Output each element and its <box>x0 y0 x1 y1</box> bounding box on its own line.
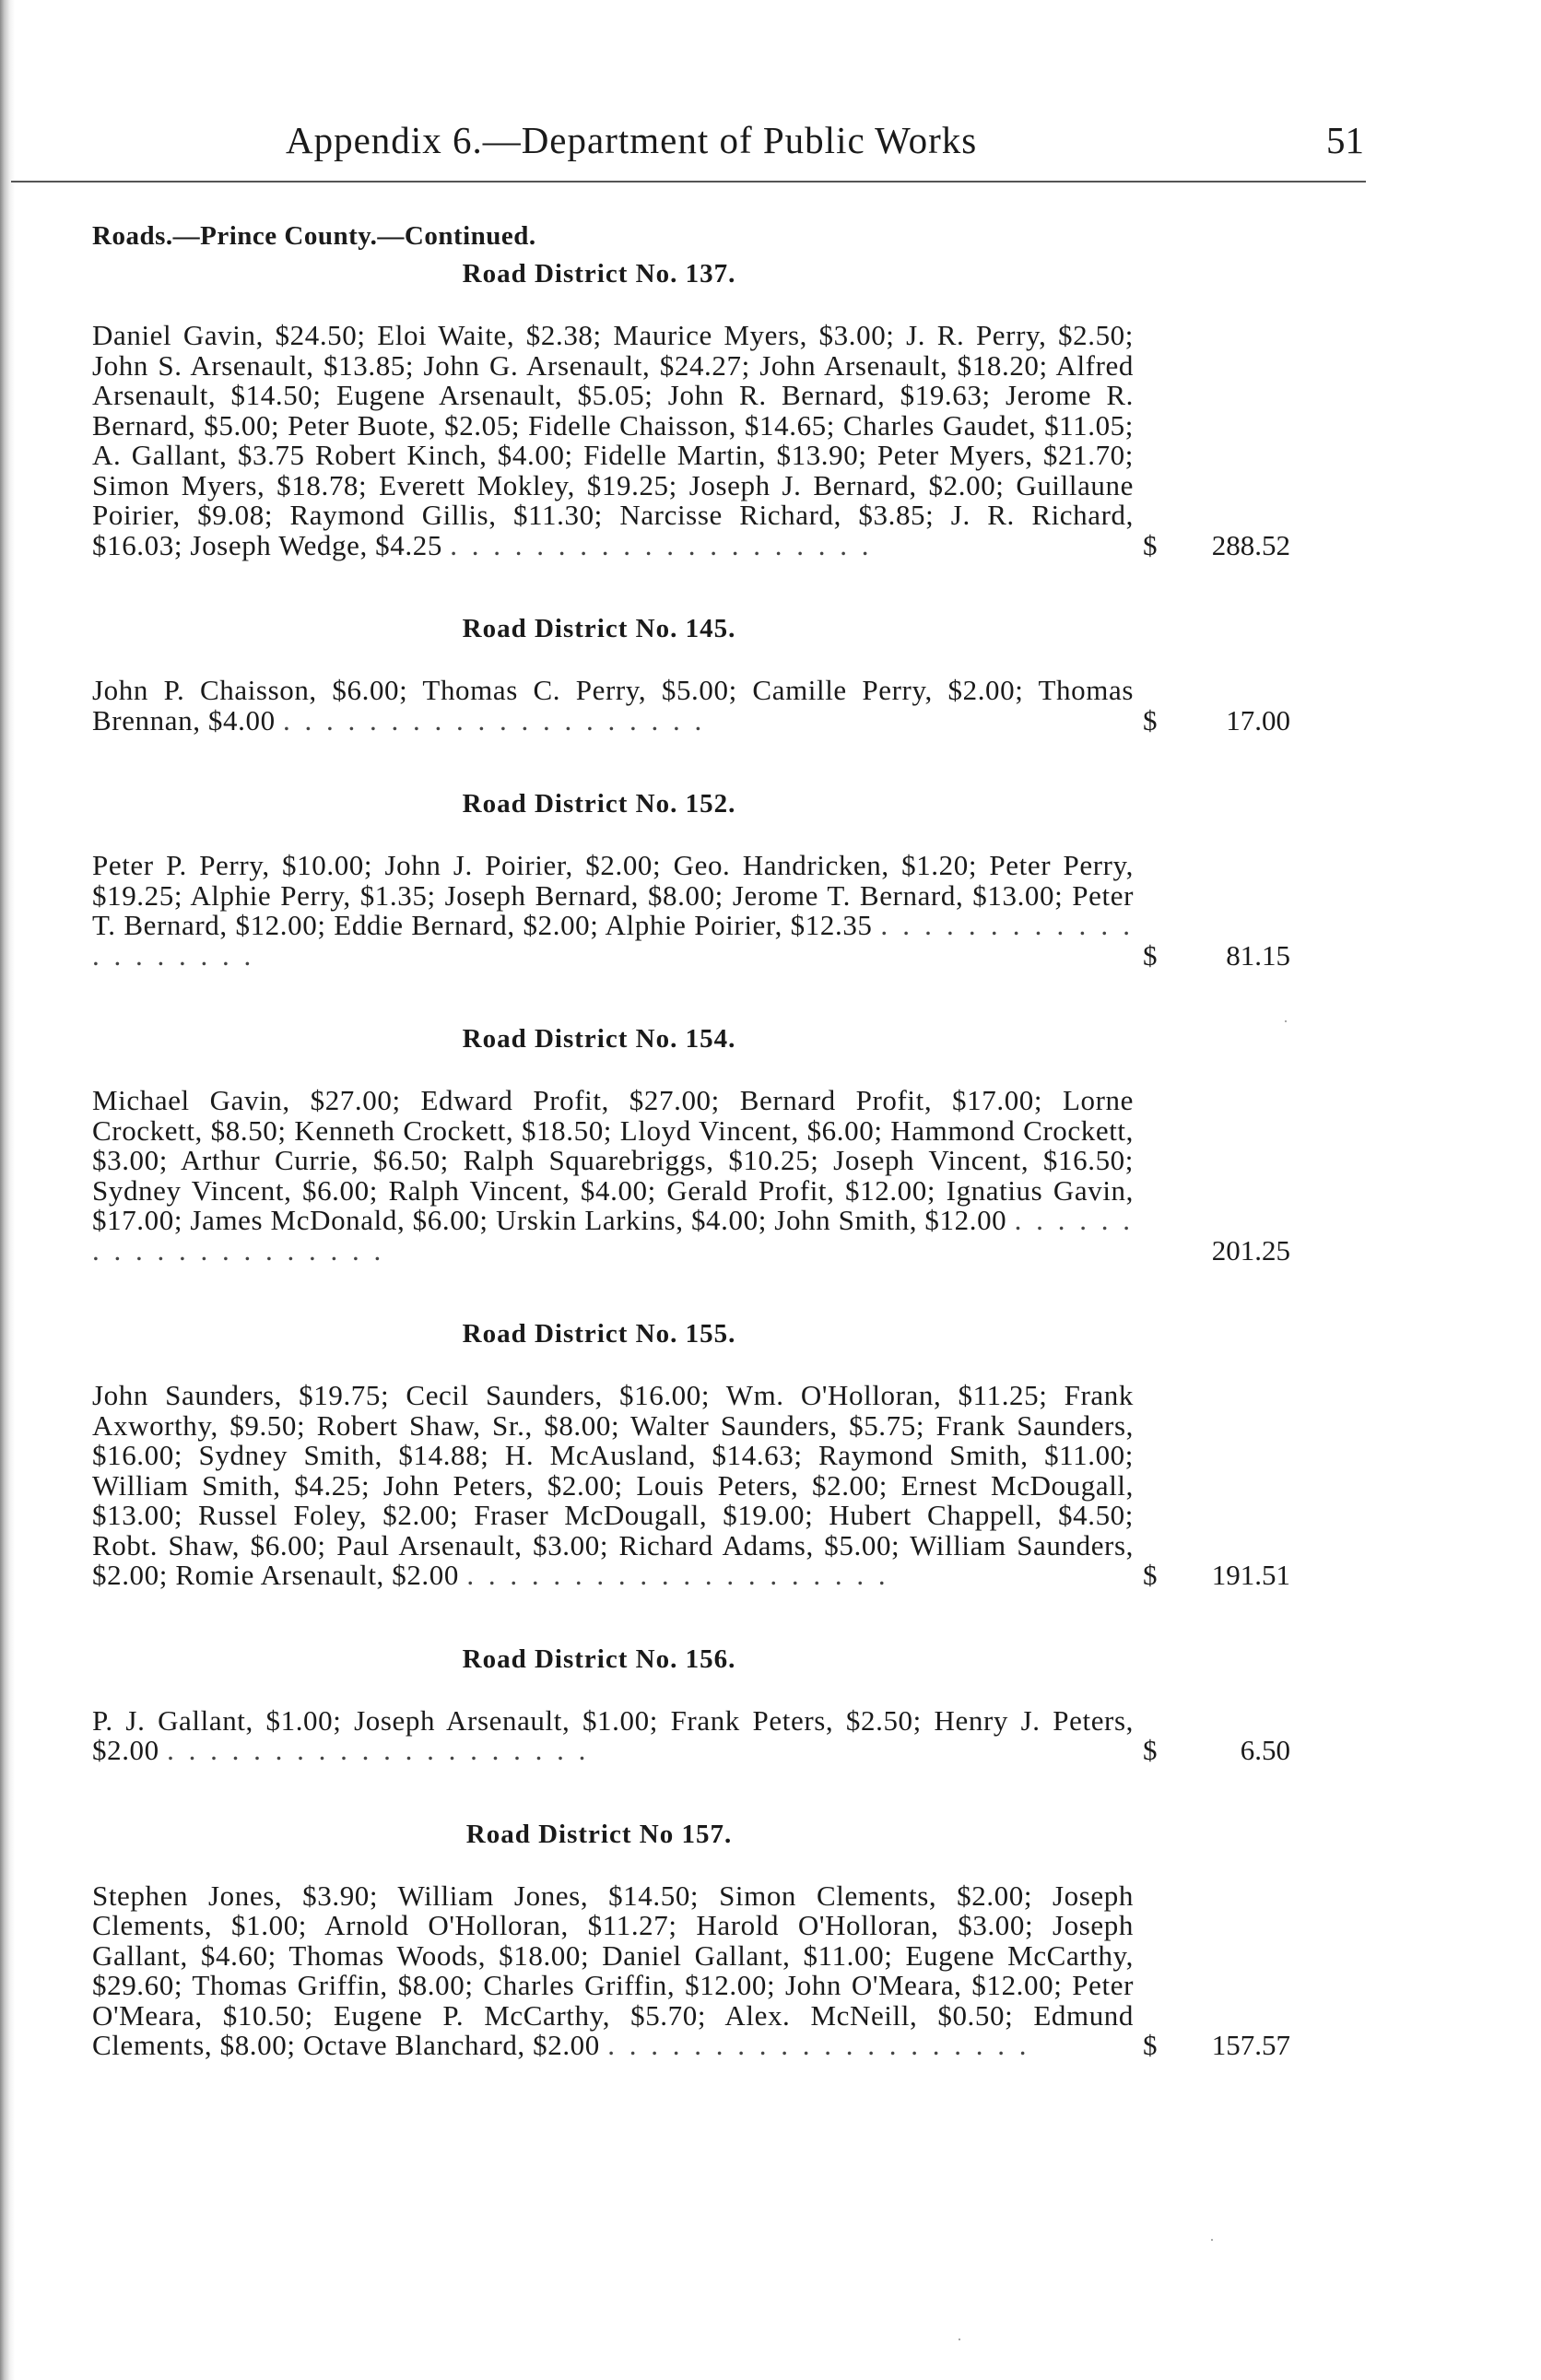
district-entry <box>92 1381 1290 1591</box>
district-payees <box>92 321 1134 560</box>
district-payees <box>92 676 1134 736</box>
dollar-sign: $ <box>1143 1559 1158 1591</box>
district-payees <box>92 851 1134 971</box>
payee-list: Peter P. Perry, $10.00; John J. Poirier, $2.00; Geo. Handricken, $1.20; Peter Perry, $19.25; Alphie Perry, $1.35; Joseph Bernard, $8.00; Jerome T. Bernard, $13.00; Peter T. Bernard, $12.00; Eddie Bernard, $2.00; Alphie Poirier, $12.35 <box>92 849 1134 941</box>
district-137 <box>92 259 1309 560</box>
district-heading: Road District No. 152. <box>462 789 736 819</box>
district-entry <box>92 676 1290 736</box>
district-heading: Road District No. 137. <box>462 259 736 289</box>
district-157 <box>92 1820 1309 2061</box>
leader-dots: . . . . . . . . . . . . . . . . . . . . <box>92 1204 1135 1267</box>
payee-list: John P. Chaisson, $6.00; Thomas C. Perry, $5.00; Camille Perry, $2.00; Thomas Brennan, $4.00 <box>92 674 1134 736</box>
dollar-sign: $ <box>1143 1734 1158 1766</box>
payee-list: John Saunders, $19.75; Cecil Saunders, $16.00; Wm. O'Holloran, $11.25; Frank Axworthy, $9.50; Robert Shaw, Sr., $8.00; Walter Saunders, $5.75; Frank Saunders, $16.00; Sydney Smith, $14.88; H. McAusland, $14.63; Raymond Smith, $11.00; William Smith, $4.25; John Peters, $2.00; Louis Peters, $2.00; Ernest McDougall, $13.00; Russel Foley, $2.00; Fraser McDougall, $19.00; Hubert Chappell, $4.50; Robt. Shaw, $6.00; Paul Arsenault, $3.00; Richard Adams, $5.00; William Saunders, $2.00; Romie Arsenault, $2.00 <box>92 1379 1134 1591</box>
leader-dots: . . . . . . . . . . . . . . . . . . . . <box>607 2029 1030 2061</box>
dollar-sign: $ <box>1143 938 1158 972</box>
district-heading: Road District No. 145. <box>462 614 736 643</box>
scan-speck: · <box>1209 2231 1215 2249</box>
leader-dots: . . . . . . . . . . . . . . . . . . . . <box>283 703 706 736</box>
district-total: 191.51 <box>1211 1559 1290 1591</box>
payee-list: Michael Gavin, $27.00; Edward Profit, $27.00; Bernard Profit, $17.00; Lorne Crockett, $8.50; Kenneth Crockett, $18.50; Lloyd Vincent, $6.00; Hammond Crockett, $3.00; Arthur Currie, $6.50; Ralph Squarebriggs, $10.25; Joseph Vincent, $16.50; Sydney Vincent, $6.00; Ralph Vincent, $4.00; Gerald Profit, $12.00; Ignatius Gavin, $17.00; James McDonald, $6.00; Urskin Larkins, $4.00; John Smith, $12.00 <box>92 1084 1134 1236</box>
scan-speck: · <box>957 2330 962 2349</box>
district-total: 17.00 <box>1226 703 1290 736</box>
district-heading: Road District No. 156. <box>462 1644 736 1674</box>
payee-list: Daniel Gavin, $24.50; Eloi Waite, $2.38; Maurice Myers, $3.00; J. R. Perry, $2.50; John S. Arsenault, $13.85; John G. Arsenault, $24.27; John Arsenault, $18.20; Alfred Arsenault, $14.50; Eugene Arsenault, $5.05; John R. Bernard, $19.63; Jerome R. Bernard, $5.00; Peter Buote, $2.05; Fidelle Chaisson, $14.65; Charles Gaudet, $11.05; A. Gallant, $3.75 Robert Kinch, $4.00; Fidelle Martin, $13.90; Peter Myers, $21.70; Simon Myers, $18.78; Everett Mokley, $19.25; Joseph J. Bernard, $2.00; Guillaune Poirier, $9.08; Raymond Gillis, $11.30; Narcisse Richard, $3.85; J. R. Richard, $16.03; Joseph Wedge, $4.25 <box>92 319 1134 561</box>
page-content <box>92 221 1309 2115</box>
leader-dots: . . . . . . . . . . . . . . . . . . . . <box>92 909 1135 972</box>
district-total: 201.25 <box>1211 1233 1290 1267</box>
district-heading: Road District No. 155. <box>462 1319 736 1349</box>
district-heading: Road District No. 154. <box>462 1024 736 1054</box>
district-entry <box>92 851 1290 971</box>
district-145 <box>92 614 1309 736</box>
scan-edge <box>0 0 15 2380</box>
dollar-sign: $ <box>1143 703 1158 736</box>
district-payees <box>92 1381 1134 1591</box>
scan-speck: · <box>1283 1012 1288 1031</box>
district-154 <box>92 1024 1309 1266</box>
district-entry <box>92 1881 1290 2061</box>
district-payees <box>92 1703 1134 1766</box>
header-rule <box>11 181 1366 183</box>
running-head <box>286 118 1364 164</box>
district-155 <box>92 1319 1309 1591</box>
district-payees <box>92 1881 1134 2061</box>
district-total: 81.15 <box>1226 938 1290 972</box>
district-entry <box>92 1086 1290 1266</box>
page-number: 51 <box>1326 119 1364 161</box>
dollar-sign: $ <box>1143 2029 1158 2061</box>
district-payees <box>92 1086 1134 1266</box>
leader-dots: . . . . . . . . . . . . . . . . . . . . <box>167 1734 590 1766</box>
district-entry <box>92 321 1290 560</box>
district-total: 288.52 <box>1211 528 1290 561</box>
leader-dots: . . . . . . . . . . . . . . . . . . . . <box>450 528 873 561</box>
district-156 <box>92 1644 1309 1766</box>
leader-dots: . . . . . . . . . . . . . . . . . . . . <box>466 1559 889 1591</box>
dollar-sign: $ <box>1143 528 1158 561</box>
district-total: 157.57 <box>1211 2029 1290 2061</box>
payee-list: Stephen Jones, $3.90; William Jones, $14.50; Simon Clements, $2.00; Joseph Clements, $1.00; Arnold O'Holloran, $11.27; Harold O'Holloran, $3.00; Joseph Gallant, $4.60; Thomas Woods, $18.00; Daniel Gallant, $11.00; Eugene McCarthy, $29.60; Thomas Griffin, $8.00; Charles Griffin, $12.00; John O'Meara, $12.00; Peter O'Meara, $10.50; Eugene P. McCarthy, $5.70; Alex. McNeill, $0.50; Edmund Clements, $8.00; Octave Blanchard, $2.00 <box>92 1879 1134 2061</box>
district-total: 6.50 <box>1240 1734 1290 1766</box>
payee-list: P. J. Gallant, $1.00; Joseph Arsenault, $1.00; Frank Peters, $2.50; Henry J. Peters, $2.00 <box>92 1703 1134 1766</box>
district-entry <box>92 1703 1290 1766</box>
section-label: Roads.—Prince County.—Continued. <box>92 221 536 251</box>
running-title: Appendix 6.—Department of Public Works <box>286 119 978 161</box>
district-152 <box>92 789 1309 971</box>
district-heading: Road District No 157. <box>465 1819 733 1849</box>
